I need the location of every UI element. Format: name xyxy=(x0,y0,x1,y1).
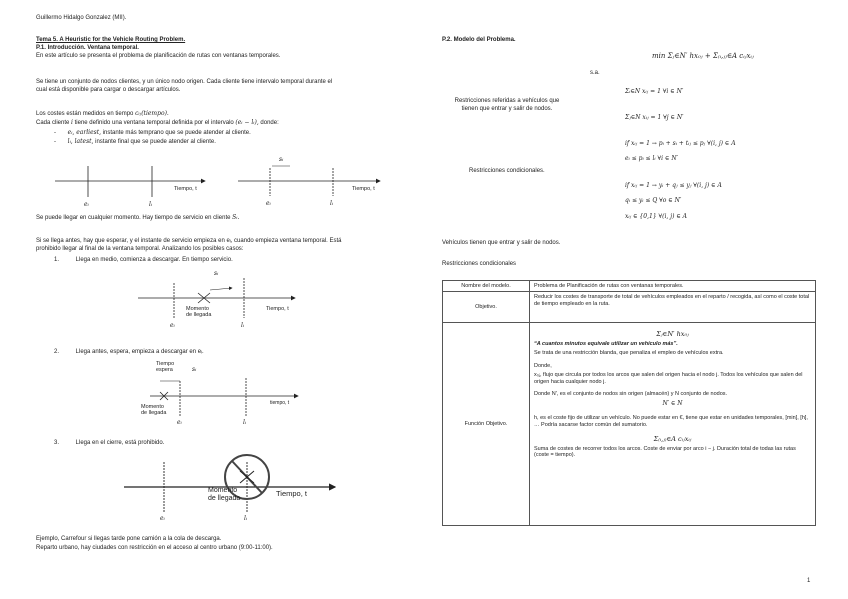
objective-formula: min Σⱼ∈N′ hx₀ⱼ + Σ₍ᵢ,ⱼ₎∈A cᵢⱼxᵢⱼ xyxy=(652,52,754,60)
costs-math: cᵢⱼ(tiempo). xyxy=(135,110,169,117)
page-number: 1 xyxy=(807,578,811,584)
window-def-a: Cada cliente xyxy=(36,120,70,126)
case2-wait-line1: Tiempo xyxy=(156,361,175,367)
fo-quote: “A cuantos minutos equivale utilizar un vehículo más”. xyxy=(534,340,678,347)
paragraph-1-line-2: cual está disponible para cargar o descargar artículos. xyxy=(36,87,181,93)
case3-arrival xyxy=(208,487,240,503)
case2-s: sᵢ xyxy=(192,366,197,373)
case2-wait-line2: espera xyxy=(156,367,173,373)
vehicles-label-line2: tienen que entrar y salir de nodos. xyxy=(461,106,553,112)
bullet-earliest: - eᵢ, earliest, instante más temprano que se puede atender al cliente. xyxy=(54,129,251,136)
case3-e: eᵢ xyxy=(160,515,165,522)
case1-arrival xyxy=(186,306,211,318)
case-2-text: Llega antes, espera, empieza a descargar en eᵢ. xyxy=(75,349,204,355)
cases-line-2: prohibido llegar al final de la ventana temporal. Analizando los posibles casos: xyxy=(36,246,244,252)
example-line-2: Reparto urbano, hay ciudades con restricción en el acceso al centro urbano (9:00-11:00). xyxy=(36,545,273,551)
fig2-s: sᵢ xyxy=(279,156,284,163)
objective-label: Objetivo. xyxy=(443,292,530,323)
case2-arrival-line1: Momento xyxy=(141,404,164,410)
author-header: Guillermo Hidalgo Gonzalez (MII). xyxy=(36,15,127,21)
fo-sum-arcs: Σ₍ᵢ,ⱼ₎∈A cᵢⱼxᵢⱼ xyxy=(653,435,692,443)
table-row-objective xyxy=(443,292,816,323)
bullet-latest: - lᵢ, latest, instante final que se puede atender al cliente. xyxy=(54,138,216,145)
constraint-3: if xᵢⱼ = 1 → pᵢ + sᵢ + tᵢⱼ ≤ pⱼ ∀(i, j) ∈ A xyxy=(625,140,736,147)
service-math: Sᵢ. xyxy=(232,214,240,221)
table-row-function xyxy=(443,323,816,526)
constraint-2: Σⱼ∈N xᵢⱼ = 1 ∀j ∈ N′ xyxy=(625,114,684,121)
fo-p5: Suma de costes de recorrer todos los arcos. Coste de enviar por arco i − j. Duración total de todas las rutas (coste = tiempo). xyxy=(534,445,796,458)
case1-s: sᵢ xyxy=(214,270,219,277)
section2-title: P.2. Modelo del Problema. xyxy=(442,37,516,43)
window-def-e: donde: xyxy=(260,120,279,126)
fig2-axis-label: Tiempo, t xyxy=(352,186,375,192)
fo-p3: Donde N′, es el conjunto de nodos sin origen (almacén) y N conjunto de nodos. xyxy=(534,391,728,397)
note-vehicles: Vehículos tienen que entrar y salir de nodos. xyxy=(442,240,561,246)
example-line-1: Ejemplo, Carrefour si llegas tarde pone camión a la cola de descarga. xyxy=(36,536,222,542)
model-name-value: Problema de Planificación de rutas con ventanas temporales. xyxy=(530,281,816,292)
case2-wait xyxy=(156,361,174,373)
fo-p4: h, es el coste fijo de utilizar un vehículo. No puede estar en €, tiene que estar en unidades temporales, [min], [h], … Podría sacarse factor común del sumatorio. xyxy=(534,415,808,428)
case3-arrival-line2: de llegada xyxy=(208,495,241,502)
case2-axis-label: tiempo, t xyxy=(270,400,290,406)
fig1-l: lᵢ xyxy=(149,201,153,208)
topic-title: Tema 5. A Heuristic for the Vehicle Routing Problem. xyxy=(36,37,186,43)
service-time-line xyxy=(36,214,239,222)
case-3-number: 3. xyxy=(54,440,60,446)
case2-arrival xyxy=(141,404,166,416)
window-def-c: tiene definido una ventana temporal definida por el intervalo xyxy=(74,120,234,126)
cases-line-1: Si se llega antes, hay que esperar, y el instante de servicio empieza en eᵢ, cuando empieza ventana temporal. Está xyxy=(36,238,342,244)
fo-p3-math: N′ ∈ N xyxy=(662,399,683,407)
constraint-6: qᵢ ≤ yᵢ ≤ Q ∀o ∈ N′ xyxy=(625,197,682,204)
case3-l: lᵢ xyxy=(244,515,248,522)
constraint-5: if xᵢⱼ = 1 → yᵢ + qⱼ ≤ yⱼ ∀(i, j) ∈ A xyxy=(625,182,722,189)
window-def-b: i xyxy=(71,119,73,126)
objective-text: Reducir los costes de transporte de total de vehículos empleados en el reparto / recogida, así como el coste total de tiempo empleado en la ruta. xyxy=(530,292,816,323)
bullet-earliest-text: instante más temprano que se puede atender al cliente. xyxy=(102,130,251,136)
case-2-heading xyxy=(54,349,204,356)
fo-p1: Se trata de una restricción blanda, que penaliza el empleo de vehículos extra. xyxy=(534,350,724,356)
case2-arrival-line2: de llegada xyxy=(141,410,167,416)
section1-title: P.1. Introducción. Ventana temporal. xyxy=(36,45,139,51)
model-name-label: Nombre del modelo. xyxy=(443,281,530,292)
function-label: Función Objetivo. xyxy=(443,323,530,526)
fo-donde: Donde, xyxy=(534,362,552,369)
note-conditional: Restricciones condicionales xyxy=(442,261,517,267)
case-1-text: Llega en medio, comienza a descargar. En tiempo servicio. xyxy=(75,257,233,263)
bullet-latest-math: lᵢ, latest, xyxy=(67,138,94,145)
fo-p2: x₀ⱼ, flujo que circula por todos los arcos que salen del origen hacia el nodo j. Todos los vehículos que salen del origen hacia cualquier nodo j. xyxy=(534,372,803,385)
service-text: Se puede llegar en cualquier momento. Hay tiempo de servicio en cliente xyxy=(36,215,231,221)
figure-case-3 xyxy=(124,455,335,512)
constraint-1: Σᵢ∈N xᵢⱼ = 1 ∀i ∈ N′ xyxy=(625,88,684,95)
case-1-number: 1. xyxy=(54,257,60,263)
costs-text: Los costes están medidos en tiempo xyxy=(36,111,134,117)
fig1-e: eᵢ xyxy=(84,201,89,208)
subject-to: s.a. xyxy=(590,70,600,76)
case-2-number: 2. xyxy=(54,349,60,355)
case1-arrival-line2: de llegada xyxy=(186,312,212,318)
fig2-l: lᵢ xyxy=(330,200,334,207)
case2-e: eᵢ xyxy=(177,419,182,426)
constraint-4: eᵢ ≤ pᵢ ≤ lᵢ ∀i ∈ N′ xyxy=(625,155,678,162)
fig1-axis-label: Tiempo, t xyxy=(174,186,197,192)
vehicles-label-line1: Restricciones referidas a vehículos que xyxy=(454,98,560,104)
intro-text: En este artículo se presenta el problema de planificación de rutas con ventanas temporales. xyxy=(36,53,281,59)
fig2-e: eᵢ xyxy=(266,200,271,207)
case-1-heading xyxy=(54,257,233,264)
conditional-label: Restricciones condicionales. xyxy=(469,168,545,174)
window-def-d: (eᵢ − lᵢ), xyxy=(235,119,259,126)
case2-l: lᵢ xyxy=(243,419,247,426)
bullet-earliest-math: eᵢ, earliest, xyxy=(67,129,102,136)
bullet-latest-text: instante final que se puede atender al cliente. xyxy=(95,139,216,145)
case1-l: lᵢ xyxy=(241,322,245,329)
table-row-header xyxy=(443,281,816,292)
case3-axis-label: Tiempo, t xyxy=(276,489,307,498)
case3-arrival-line1: Momento xyxy=(208,487,238,494)
case1-arrival-line1: Momento xyxy=(186,306,209,312)
constraint-7: xᵢⱼ ∈ {0,1} ∀(i, j) ∈ A xyxy=(625,213,688,220)
figure-case-2 xyxy=(150,378,298,416)
model-table xyxy=(442,280,816,526)
case-3-heading xyxy=(54,440,164,447)
vehicles-label xyxy=(452,97,562,113)
case-3-text: Llega en el cierre, está prohibido. xyxy=(75,440,165,446)
paragraph-1-line-1: Se tiene un conjunto de nodos clientes, y un único nodo origen. Cada cliente tiene intervalo temporal durante el xyxy=(36,79,333,85)
case1-e: eᵢ xyxy=(170,322,175,329)
fo-sum-vehicles: Σⱼ∈N′ hx₀ⱼ xyxy=(656,330,689,338)
case1-axis-label: Tiempo, t xyxy=(266,306,289,312)
